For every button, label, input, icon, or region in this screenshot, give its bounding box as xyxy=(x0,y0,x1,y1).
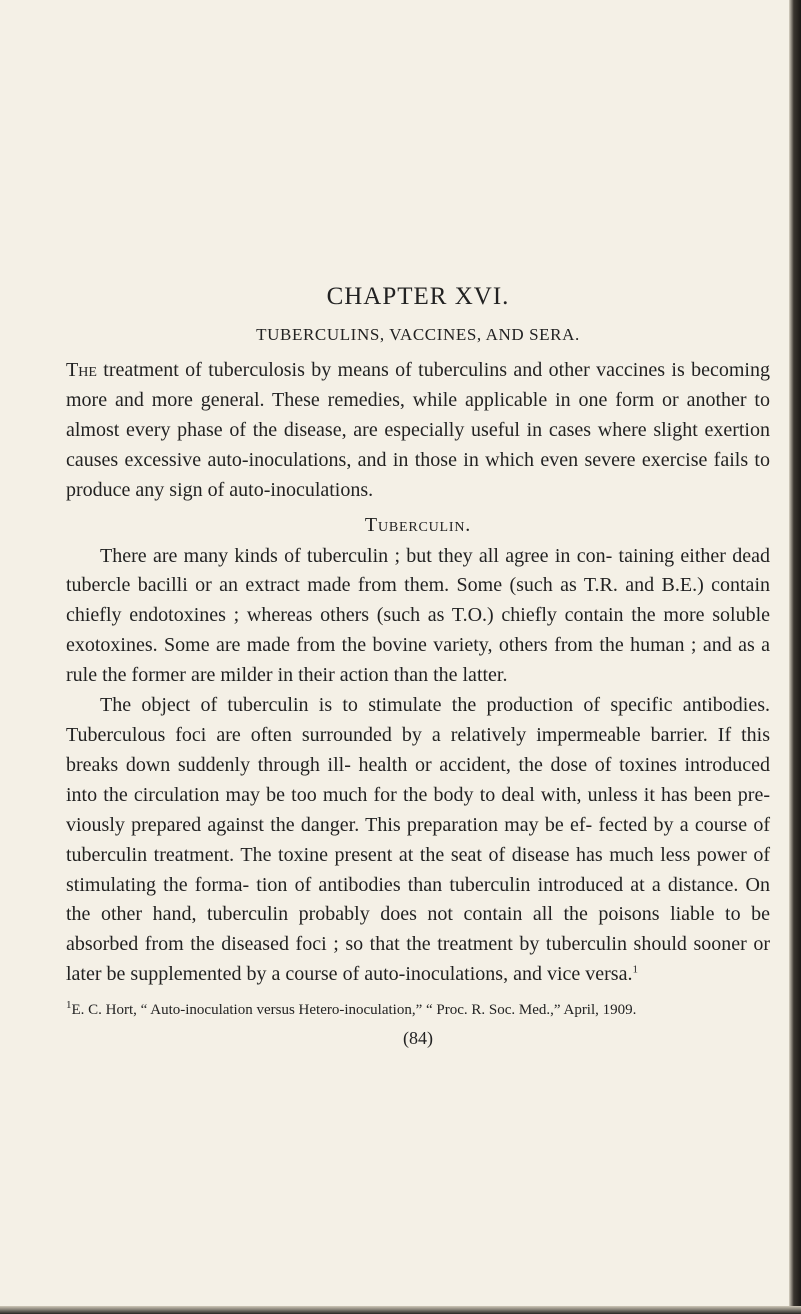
page-bottom-edge xyxy=(0,1306,801,1314)
page-number: (84) xyxy=(403,1028,433,1049)
section-heading: Tuberculin. xyxy=(364,513,472,536)
footnote-text: E. C. Hort, “ Auto-inoculation versus Hetero-inoculation,” “ Proc. R. Soc. Med.,” April, 1909. xyxy=(71,1002,637,1019)
intro-paragraph xyxy=(66,356,770,506)
paragraph-2 xyxy=(66,691,770,990)
intro-text: treatment of tuberculosis by means of tuberculins and other vaccines is becoming more and more general. These remedies, while applicable in one form or another to almost every phase of the disease, are especially useful in cases where slight exertion causes excessive auto-inoculations, and in those in which even severe exercise fails to produce any sign of auto-inoculations. xyxy=(66,359,770,501)
chapter-title: CHAPTER XVI. xyxy=(326,283,510,310)
paragraph-1: There are many kinds of tuberculin ; but they all agree in con- taining either dead tubercle bacilli or an extract made from them. Some (such as T.R. and B.E.) contain chiefly endotoxines ; whereas others (such as T.O.) chiefly contain the more soluble exotoxines. Some are made from the bovine variety, others from the human ; and as a rule the former are milder in their action than the latter. xyxy=(66,544,770,687)
footnote-reference[interactable]: 1 xyxy=(632,963,638,976)
page-edge-shadow xyxy=(789,0,801,1314)
paragraph-2-text: The object of tuberculin is to stimulate the production of specific antibodies. Tuberculous foci are often surrounded by a relatively impermeable barrier. If this breaks down suddenly through ill- health or accident, the dose of toxines introduced into the circulation may be too much for the body to deal with, unless it has been pre- viously prepared against the danger. This preparation may be ef- fected by a course of tuberculin treatment. The toxine present at the seat of disease has much less power of stimulating the forma- tion of antibodies than tuberculin introduced at a distance. On the other hand, tuberculin probably does not contain all the poisons liable to be absorbed from the diseased foci ; so that the treatment by tuberculin should sooner or later be supplemented by a course of auto-inoculations, and vice versa. xyxy=(66,694,770,986)
book-page xyxy=(66,282,770,1049)
chapter-subtitle: TUBERCULINS, VACCINES, AND SERA. xyxy=(256,325,580,344)
intro-lead-word: The xyxy=(66,359,97,381)
footnote-marker: 1 xyxy=(66,999,72,1012)
footnote xyxy=(66,1000,770,1020)
